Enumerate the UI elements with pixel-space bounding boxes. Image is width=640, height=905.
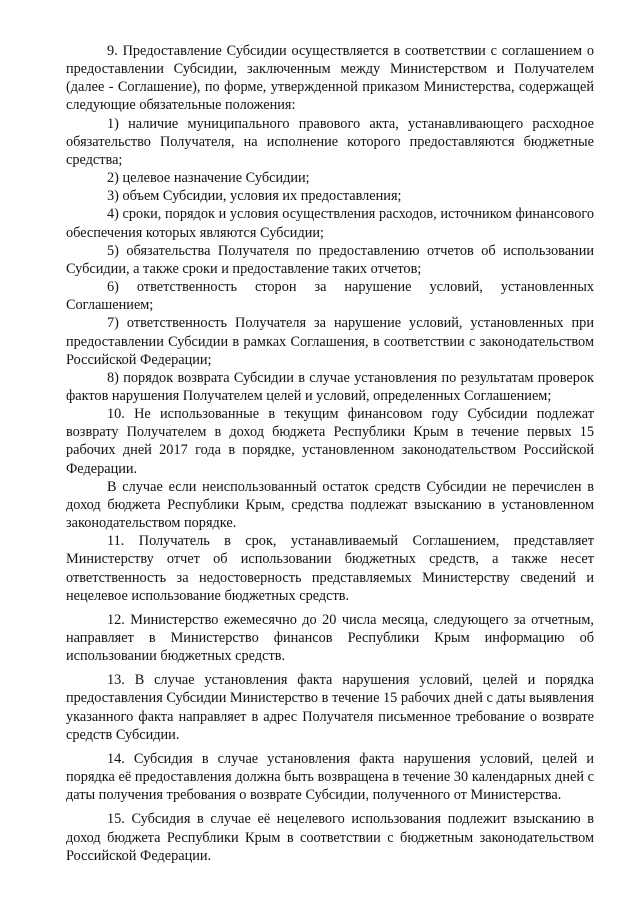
paragraph-14: 14. Субсидия в случае установления факта нарушения условий, целей и порядка её предоставления должна быть возвращена в течение 30 календарных дней с даты получения требования о возврате Субсидии, полученного от Министерства.: [66, 750, 594, 804]
paragraph-9-item-3: 3) объем Субсидии, условия их предоставления;: [107, 188, 402, 205]
document-page: [66, 42, 594, 865]
paragraph-9: 9. Предоставление Субсидии осуществляется в соответствии с соглашением о предоставлении Субсидии, заключенным между Министерством и Получателем (далее - Соглашение), по форме, утвержденной приказом Министерства, содержащей следующие обязательные положения:: [66, 43, 594, 114]
paragraph-9-item-6: 6) ответственность сторон за нарушение условий, установленных Соглашением;: [66, 279, 594, 314]
paragraph-13: 13. В случае установления факта нарушения условий, целей и порядка предоставления Субсидии Министерство в течение 15 рабочих дней с даты выявления указанного факта направляет в адрес Получателя письменное требование о возврате средств Субсидии.: [66, 672, 594, 743]
paragraph-11: 11. Получатель в срок, устанавливаемый Соглашением, представляет Министерству отчет об использовании бюджетных средств, а также несет ответственность за недостоверность представляемых Министерству сведений и нецелевое использование бюджетных средств.: [66, 533, 594, 604]
paragraph-10-note: В случае если неиспользованный остаток средств Субсидии не перечислен в доход бюджета Республики Крым, средства подлежат взысканию в установленном законодательством порядке.: [66, 478, 594, 532]
paragraph-9-item-8: 8) порядок возврата Субсидии в случае установления по результатам проверок фактов нарушения Получателем целей и условий, определенных Соглашением;: [66, 369, 594, 404]
paragraph-9-item-1: 1) наличие муниципального правового акта, устанавливающего расходное обязательство Получателя, на исполнение которого предоставляются бюджетные средства;: [66, 115, 594, 168]
paragraph-9-item-2: 2) целевое назначение Субсидии;: [107, 170, 310, 187]
paragraph-9-item-5: 5) обязательства Получателя по предоставлению отчетов об использовании Субсидии, а также сроки и предоставление таких отчетов;: [66, 242, 594, 277]
paragraph-9-item-7: 7) ответственность Получателя за нарушение условий, установленных при предоставлении Субсидии в рамках Соглашения, в соответствии с законодательством Российской Федерации;: [66, 315, 594, 368]
paragraph-12: 12. Министерство ежемесячно до 20 числа месяца, следующего за отчетным, направляет в Министерство финансов Республики Крым информацию об использовании бюджетных средств.: [66, 611, 594, 665]
paragraph-10: 10. Не использованные в текущим финансовом году Субсидии подлежат возврату Получателем в доход бюджета Республики Крым в течение первых 15 рабочих дней 2017 года в порядке, установленном законодательством Российской Федерации.: [66, 406, 594, 477]
paragraph-15: 15. Субсидия в случае её нецелевого использования подлежит взысканию в доход бюджета Республики Крым в соответствии с бюджетным законодательством Российской Федерации.: [66, 811, 594, 864]
paragraph-9-item-4: 4) сроки, порядок и условия осуществления расходов, источником финансового обеспечения которых являются Субсидии;: [66, 206, 594, 241]
